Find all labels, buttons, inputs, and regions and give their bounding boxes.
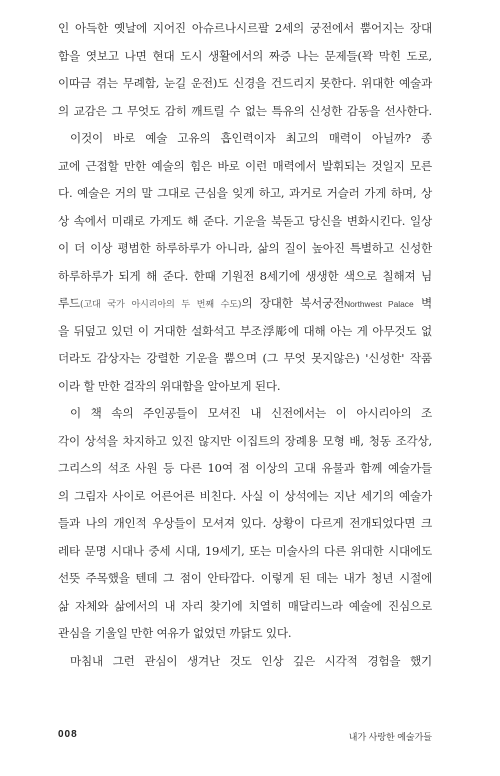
text-line: 더라도 감상자는 강렬한 기운을 뿜으며 (그 무엇 못지않은) '신성한' 작품	[58, 351, 432, 365]
text-line: 이것이 바로 예술 고유의 흡인력이자 최고의 매력이 아닐까? 종	[70, 131, 432, 145]
text-line: 레타 문명 시대나 중세 시대, 19세기, 또는 미술사의 다른 위대한 시대에도	[58, 543, 432, 558]
text-run: 의 장대한 북서궁전	[241, 296, 345, 310]
text-line: 그리스의 석조 사원 등 다른 10여 점 이상의 고대 유물과 함께 예술가들	[58, 461, 432, 475]
text-line: 을 뒤덮고 있던 이 거대한 설화석고 부조浮彫에 대해 아는 게 아무것도 없	[58, 323, 432, 338]
text-line-with-note	[58, 290, 432, 318]
body-text	[58, 15, 432, 675]
text-line: 인 아득한 옛날에 지어진 아슈르나시르팔 2세의 궁전에서 뿜어지는 장대	[58, 21, 432, 35]
text-line: 각이 상석을 차지하고 있진 않지만 이집트의 장례용 모형 배, 청동 조각상,	[58, 433, 432, 448]
text-line: 교에 근접할 만한 예술의 힘은 바로 이런 매력에서 발휘되는 것일지 모른	[58, 158, 432, 173]
text-line: 삶 자체와 삶에서의 내 자리 찾기에 치열히 매달리느라 예술에 진심으로	[58, 598, 432, 613]
paragraph	[58, 648, 432, 676]
page-footer	[58, 729, 432, 745]
inline-note: (고대 국가 아시리아의 두 번째 수도)	[80, 299, 242, 310]
text-line: 마침내 그런 관심이 생겨난 것도 인상 깊은 시각적 경험을 했기	[70, 653, 432, 668]
paragraph	[58, 125, 432, 400]
page-number: 008	[58, 729, 78, 740]
text-line: 이 더 이상 평범한 하루하루가 아니라, 삶의 질이 높아진 특별하고 신성한	[58, 241, 432, 255]
paragraph	[58, 400, 432, 648]
text-line: 의 교감은 그 무엇도 감히 깨트릴 수 없는 특유의 신성한 감동을 선사한다.	[58, 103, 432, 118]
text-line: 관심을 기울일 만한 여유가 없었던 까닭도 있다.	[58, 626, 292, 640]
inline-latin-term: Northwest Palace	[344, 299, 414, 309]
text-line: 선뜻 주목했을 텐데 그 점이 안타깝다. 이렇게 된 데는 내가 청년 시절에	[58, 571, 432, 585]
text-line: 함을 엿보고 나면 현대 도시 생활에서의 짜증 나는 문제들(꽉 막힌 도로,	[58, 48, 432, 63]
text-run: 벽	[413, 296, 432, 310]
text-run: 루드	[58, 296, 80, 310]
paragraph	[58, 15, 432, 125]
text-line: 들과 나의 개인적 우상들이 모셔져 있다. 상황이 다르게 전개되었다면 크	[58, 516, 432, 530]
text-line: 이따금 겪는 무례함, 눈길 운전)도 신경을 건드리지 못한다. 위대한 예술과	[58, 76, 432, 90]
text-line: 의 그림자 사이로 어른어른 비친다. 사실 이 상석에는 지난 세기의 예술가	[58, 488, 432, 503]
running-title: 내가 사랑한 예술가들	[348, 732, 432, 742]
text-line: 다. 예술은 거의 말 그대로 근심을 잊게 하고, 과거로 거슬러 가게 하며, 상	[58, 186, 432, 200]
text-line: 상 속에서 미래로 가게도 해 준다. 기운을 북돋고 당신을 변화시킨다. 일상	[58, 213, 432, 228]
text-line: 하루하루가 되게 해 준다. 한때 기원전 8세기에 생생한 색으로 칠해져 님	[58, 268, 432, 283]
text-line: 이 책 속의 주인공들이 모셔진 내 신전에서는 이 아시리아의 조	[70, 406, 432, 420]
text-line: 이라 할 만한 걸작의 위대함을 알아보게 된다.	[58, 378, 281, 393]
